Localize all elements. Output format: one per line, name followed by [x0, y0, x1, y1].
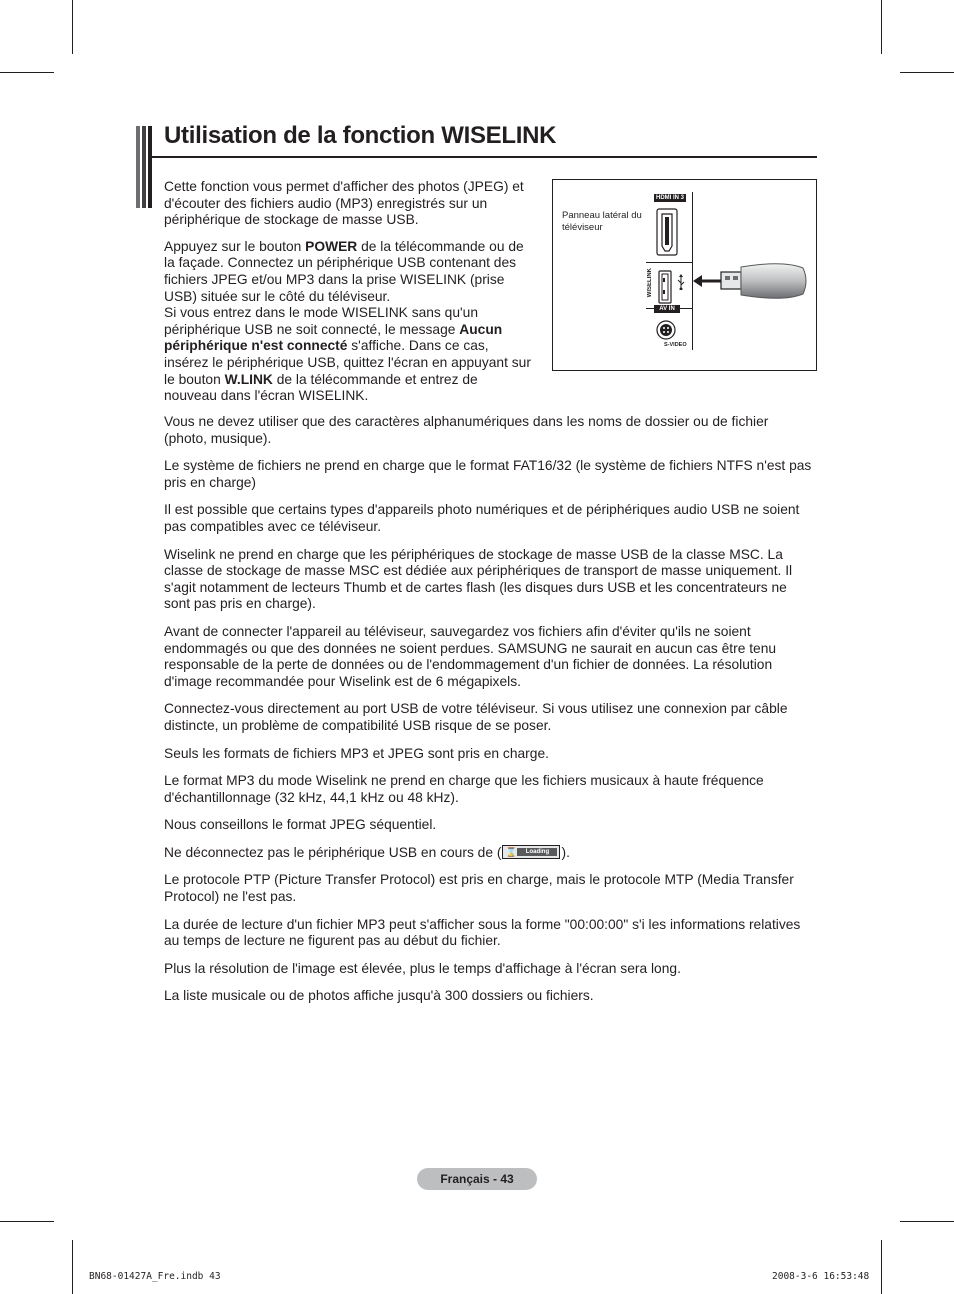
title-decoration-bars	[136, 126, 152, 208]
crop-mark	[72, 0, 73, 54]
page-number-badge: Français - 43	[417, 1168, 537, 1190]
note-paragraph: Le format MP3 du mode Wiselink ne prend en charge que les fichiers musicaux à haute fréquence d'échantillonnage (32 kHz, 44,1 kHz ou 48 kHz).	[164, 773, 764, 805]
crop-mark	[0, 1221, 54, 1222]
crop-mark	[0, 72, 54, 73]
usb-port-icon	[658, 270, 672, 304]
intro-paragraph: Cette fonction vous permet d'afficher des photos (JPEG) et d'écouter des fichiers audio (MP3) enregistrés sur un périphérique de stockage de masse USB.	[164, 179, 524, 228]
text-run: ).	[561, 844, 570, 860]
hourglass-icon: ⌛	[505, 846, 517, 857]
note-paragraph: Avant de connecter l'appareil au téléviseur, sauvegardez vos fichiers afin d'éviter qu'ils ne soient endommagés ou que des données ne soient perdues. SAMSUNG ne saurait en aucun cas être tenu responsable de la perte de données ou de l'endommagement d'un fichier de données. La résolution d'image recommandée pour Wiselink est de 6 mégapixels.	[164, 623, 777, 689]
tv-side-panel	[646, 192, 693, 350]
page-title: Utilisation de la fonction WISELINK	[164, 122, 557, 149]
note-paragraph: Connectez-vous directement au port USB de votre téléviseur. Si vous utilisez une connexion par câble distincte, un problème de compatibilité USB risque de se poser.	[164, 701, 788, 733]
panel-divider	[646, 262, 692, 263]
note-paragraph: Wiselink ne prend en charge que les périphériques de stockage de masse USB de la classe MSC. La classe de stockage de masse MSC est dédiée aux périphériques de transport de masse uniquement. Il s'agit notamment de lecteurs Thumb et de cartes flash (les disques durs USB et les concentrateurs ne sont pas pris en charge).	[164, 546, 793, 612]
crop-mark	[72, 1240, 73, 1294]
crop-mark	[900, 1221, 954, 1222]
note-paragraph: Il est possible que certains types d'appareils photo numériques et de périphériques audio USB ne soient pas compatibles avec ce téléviseur.	[164, 502, 800, 534]
note-paragraph	[164, 845, 814, 862]
svideo-label: S-VIDEO	[664, 342, 687, 348]
svideo-port-icon	[656, 320, 676, 340]
text-run: de la télécommande ou de la façade. Connectez un périphérique USB contenant des fichiers JPEG et/ou MP3 dans la prise WISELINK (prise USB) située sur le côté du téléviseur.	[164, 238, 524, 304]
note-paragraph: La liste musicale ou de photos affiche jusqu'à 300 dossiers ou fichiers.	[164, 988, 594, 1004]
note-paragraph: Nous conseillons le format JPEG séquentiel.	[164, 817, 437, 833]
crop-mark	[900, 72, 954, 73]
wiselink-label: WISELINK	[647, 268, 653, 298]
note-paragraph: La durée de lecture d'un fichier MP3 peut s'afficher sous la forme "00:00:00" s'i les informations relatives au temps de lecture ne figurent pas au début du fichier.	[164, 916, 801, 949]
note-paragraph: Vous ne devez utiliser que des caractères alphanumériques dans les noms de dossier ou de fichier (photo, musique).	[164, 414, 769, 446]
note-paragraph: Plus la résolution de l'image est élevée, plus le temps d'affichage à l'écran sera long.	[164, 960, 681, 976]
bold-term: W.LINK	[224, 371, 273, 387]
avin-label: AV IN	[654, 305, 680, 313]
crop-mark	[881, 0, 882, 54]
crop-mark	[881, 1240, 882, 1294]
intro-section	[164, 179, 532, 415]
loading-indicator-icon	[502, 845, 560, 859]
usb-symbol-icon	[676, 274, 686, 290]
hdmi-label: HDMI IN 3	[655, 195, 684, 201]
bold-term: POWER	[305, 238, 358, 254]
hdmi-port-icon	[656, 208, 678, 256]
side-panel-figure	[552, 179, 817, 371]
text-run: Si vous entrez dans le mode WISELINK sans qu'un périphérique USB ne soit connecté, le message	[164, 305, 478, 337]
print-slug-date: 2008-3-6 16:53:48	[772, 1271, 870, 1282]
note-paragraph: Seuls les formats de fichiers MP3 et JPEG sont pris en charge.	[164, 745, 549, 761]
note-paragraph: Le système de fichiers ne prend en charge que le format FAT16/32 (le système de fichiers NTFS n'est pas pris en charge)	[164, 458, 812, 490]
loading-label: Loading	[517, 848, 557, 856]
figure-caption: Panneau latéral du téléviseur	[562, 210, 642, 233]
title-rule	[152, 156, 817, 158]
text-run: s'affiche. Dans ce cas, insérez le périphérique USB, quittez l'écran en appuyant sur le bouton	[164, 338, 531, 387]
print-slug-file: BN68-01427A_Fre.indb 43	[89, 1271, 221, 1282]
notes-section	[164, 414, 814, 1016]
text-run: Ne déconnectez pas le périphérique USB en cours de (	[164, 844, 502, 860]
usb-flash-drive-icon	[693, 258, 811, 304]
text-run: de la télécommande et entrez de nouveau dans l'écran WISELINK.	[164, 371, 478, 404]
intro-paragraph	[164, 239, 532, 305]
text-run: Appuyez sur le bouton	[164, 238, 306, 254]
note-paragraph: Le protocole PTP (Picture Transfer Protocol) est pris en charge, mais le protocole MTP (Media Transfer Protocol) ne l'est pas.	[164, 872, 794, 905]
intro-paragraph	[164, 305, 532, 405]
bold-term: Aucun périphérique n'est connecté	[164, 321, 503, 354]
